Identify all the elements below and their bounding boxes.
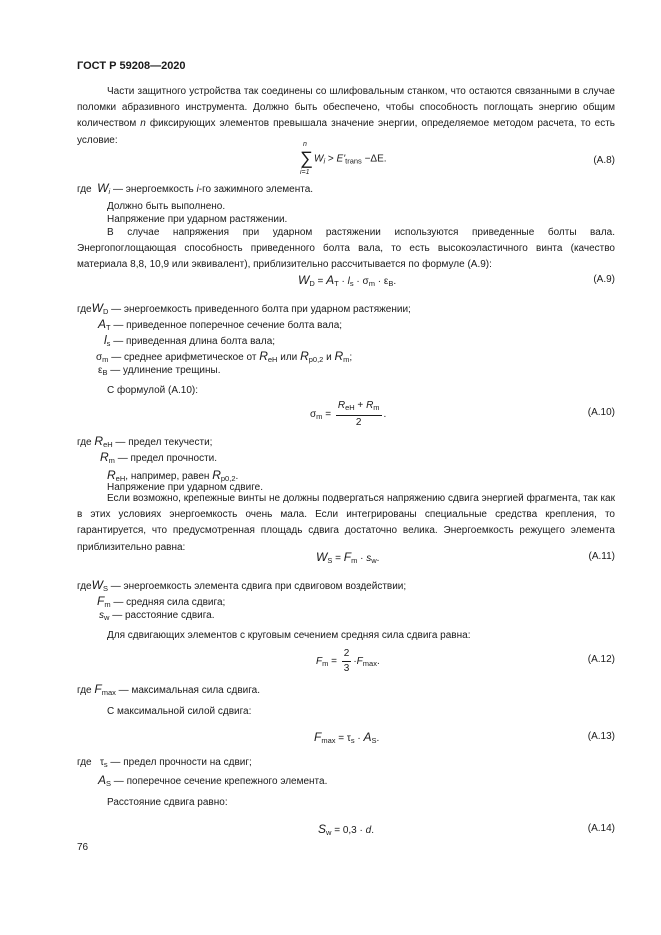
text-shear-distance: Расстояние сдвига равно: [107,797,228,808]
definition-sigma-m: $\sigma_m$ — среднее арифметическое от $R_{eH}$ или $R_{p0,2}$ и $R_m$; [96,349,353,364]
fraction: $\frac{2}{3}$ [343,648,350,674]
definition-wd: гдеW$_D$ — энергоемкость приведенного болта при ударном растяжении; [77,301,411,316]
formula-a14: $S_w = 0,3 \cdot d$. [318,822,374,837]
formula-a9: $W_D = A_T \cdot l_s \cdot \sigma_m \cdot \varepsilon_B$. [298,273,397,288]
document-header: ГОСТ Р 59208—2020 [77,60,186,72]
definition-sw: $s_w$ — расстояние сдвига. [99,610,215,622]
definition-fmax: где $F_{max}$ — максимальная сила сдвига. [77,682,260,697]
text-impact-shear: Напряжение при ударном сдвиге. [107,482,263,493]
fraction: $\frac{R_{eH} + R_m}{2}$ [337,400,380,428]
formula-a11: $W_S = F_m \cdot s_w$. [316,550,380,565]
formula-a8: n ∑ i=1 $W_i > E'_{trans} -\Delta E$. [300,141,387,176]
formula-a14-number: (A.14) [587,823,615,834]
formula-a12: $F_m$ = $\frac{2}{3}$ $\cdot F_{max}$. [316,648,380,674]
definition-tau-s: где $\tau_s$ — предел прочности на сдвиг; [77,757,252,769]
definition-epsilon-b: $\varepsilon_B$ — удлинение трещины. [98,365,221,377]
definition-at: $A_T$ — приведенное поперечное сечение болта вала; [98,317,343,332]
formula-a9-number: (A.9) [593,274,615,285]
formula-a11-number: (A.11) [588,551,615,562]
definition-ls: $l_s$ — приведенная длина болта вала; [104,333,276,348]
formula-a12-number: (A.12) [587,654,615,665]
formula-a10: $\sigma_m$ = $\frac{R_{eH} + R_m}{2}$ . [310,400,387,428]
definition-as: $A_S$ — поперечное сечение крепежного элемента. [98,773,328,788]
definition-reh: где $R_{eH}$ — предел текучести; [77,434,213,449]
formula-a8-number: (A.8) [593,155,615,166]
text-round-section: Для сдвигающих элементов с круговым сечением средняя сила сдвига равна: [107,630,471,641]
paragraph-intro: Части защитного устройства так соединены со шлифовальным станком, что остаются связанными в случае поломки абразивного инструмента. Должно быть обеспечено, чтобы способность поглощать энергию общим количеством n фиксирующих элементов превышала значение энергии, определяемое методом расчета, то есть условие: [77,86,615,146]
paragraph-shear: Если возможно, крепежные винты не должны подвергаться напряжению сдвига энергией фрагмента, так как в этих условиях энергоемкость очень мала. Если интегрированы специальные средства крепления, то гарантируется, что предусмотренная площадь сдвига достаточно велика. Энергоемкость режущего элемента приблизительно равна: [77,493,615,553]
text-impact-tension: Напряжение при ударном растяжении. [107,214,288,225]
formula-a13-number: (A.13) [587,731,615,742]
text-max-shear: С максимальной силой сдвига: [107,706,252,717]
text-reh-example: $R_{eH}$, например, равен $R_{p0,2}$. [107,468,239,483]
definition-ws: гдеW$_S$ — энергоемкость элемента сдвига при сдвиговом воздействии; [77,578,407,593]
definition-rm: $R_m$ — предел прочности. [100,450,218,465]
text-with-formula-a10: С формулой (A.10): [107,385,199,396]
definition-fm: $F_m$ — средняя сила сдвига; [97,594,226,609]
formula-a13: $F_{max} = \tau_s \cdot A_S$. [314,730,380,745]
text-must-be-done: Должно быть выполнено. [107,201,226,212]
sum-symbol: n ∑ i=1 [300,141,313,176]
page-number: 76 [77,842,89,853]
definition-wi: где $W_i$ — энергоемкость i-го зажимного элемента. [77,181,314,196]
formula-a10-number: (A.10) [587,407,615,418]
paragraph-tension: В случае напряжения при ударном растяжении используются приведенные болты вала. Энергопоглощающая способность приведенного болта вала, то есть высокоэластичного винта (качество материала 8,8, 10,9 или эквивалент), приблизительно рассчитывается по формуле (A.9): [77,227,615,271]
